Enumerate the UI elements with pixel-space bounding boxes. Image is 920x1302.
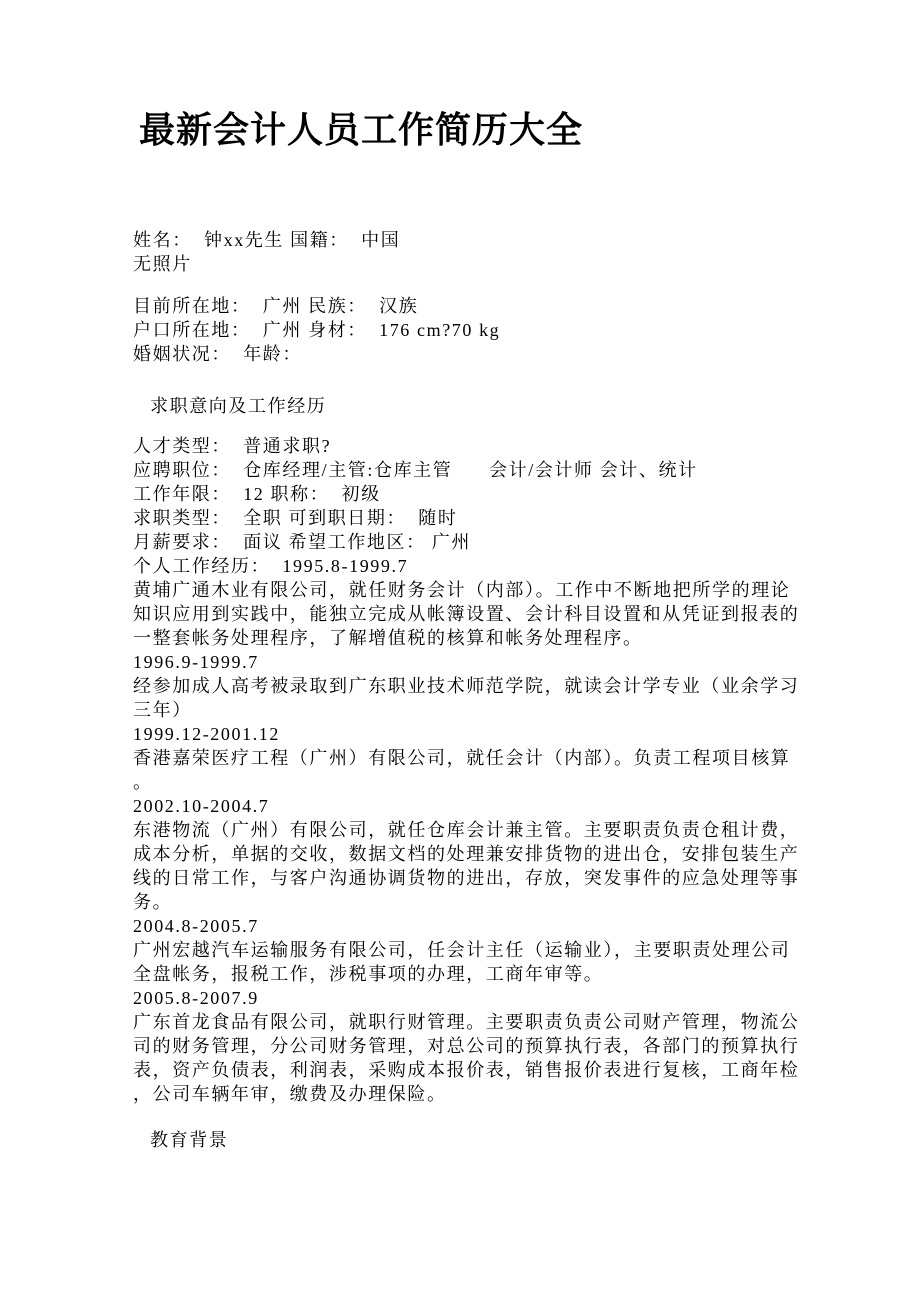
- experience-period: 2004.8-2005.7: [133, 916, 259, 936]
- experience-entry: [133, 794, 813, 914]
- page-title: 最新会计人员工作简历大全: [139, 110, 584, 150]
- experience-description: 东港物流（广州）有限公司，就任仓库会计兼主管。主要职责负责仓租计费，成本分析，单据的交收，数据文档的处理兼安排货物的进出仓，安排包装生产线的日常工作，与客户沟通协调货物的进出，存放，突发事件的应急处理等事务。: [133, 820, 800, 912]
- job-type-line: 求职类型： 全职 可到职日期： 随时: [133, 508, 458, 528]
- name-nationality-line: 姓名： 钟xx先生 国籍： 中国: [133, 230, 401, 250]
- salary-line: 月薪要求： 面议 希望工作地区： 广州: [133, 532, 471, 552]
- work-years-line: 工作年限： 12 职称： 初级: [133, 484, 381, 504]
- job-intent-section-heading: 求职意向及工作经历: [150, 396, 327, 416]
- experience-entry: [133, 722, 813, 794]
- experience-description: 广州宏越汽车运输服务有限公司，任会计主任（运输业），主要职责处理公司全盘帐务，报税工作，涉税事项的办理，工商年审等。: [133, 940, 791, 984]
- experience-period: 2005.8-2007.9: [133, 988, 259, 1008]
- experience-entry: [133, 914, 813, 986]
- experience-description: 经参加成人高考被录取到广东职业技术师范学院，就读会计学专业（业余学习三年）: [133, 676, 800, 720]
- experience-description: 广东首龙食品有限公司，就职行财管理。主要职责负责公司财产管理，物流公司的财务管理，分公司财务管理，对总公司的预算执行表，各部门的预算执行表，资产负债表，利润表，采购成本报价表，销售报价表进行复核，工商年检，公司车辆年审，缴费及办理保险。: [133, 1012, 800, 1104]
- document-content: [133, 0, 813, 1152]
- basic-info-block: [133, 228, 813, 276]
- experience-description: 黄埔广通木业有限公司，就任财务会计（内部）。工作中不断地把所学的理论知识应用到实践中，能独立完成从帐簿设置、会计科目设置和从凭证到报表的一整套帐务处理程序，了解增值税的核算和帐务处理程序。: [133, 580, 800, 648]
- location-info-block: [133, 294, 813, 366]
- experience-period: 1996.9-1999.7: [133, 652, 259, 672]
- experience-period: 2002.10-2004.7: [133, 796, 270, 816]
- no-photo-line: 无照片: [133, 254, 192, 274]
- experience-entry: [133, 650, 813, 722]
- applied-position-line: 应聘职位： 仓库经理/主管:仓库主管 会计/会计师 会计、统计: [133, 460, 698, 480]
- experience-period: 1999.12-2001.12: [133, 724, 280, 744]
- work-history-intro-line: 个人工作经历： 1995.8-1999.7: [133, 556, 409, 576]
- current-location-line: 目前所在地： 广州 民族： 汉族: [133, 296, 419, 316]
- talent-type-line: 人才类型： 普通求职?: [133, 436, 332, 456]
- household-location-line: 户口所在地： 广州 身材： 176 cm?70 kg: [133, 320, 501, 340]
- experience-entry: [133, 578, 813, 650]
- education-section-heading: 教育背景: [150, 1130, 229, 1150]
- experience-entry: [133, 986, 813, 1106]
- experience-description: 香港嘉荣医疗工程（广州）有限公司，就任会计（内部）。负责工程项目核算。: [133, 748, 791, 792]
- marital-status-line: 婚姻状况： 年龄：: [133, 344, 302, 364]
- job-intent-block: [133, 434, 813, 1106]
